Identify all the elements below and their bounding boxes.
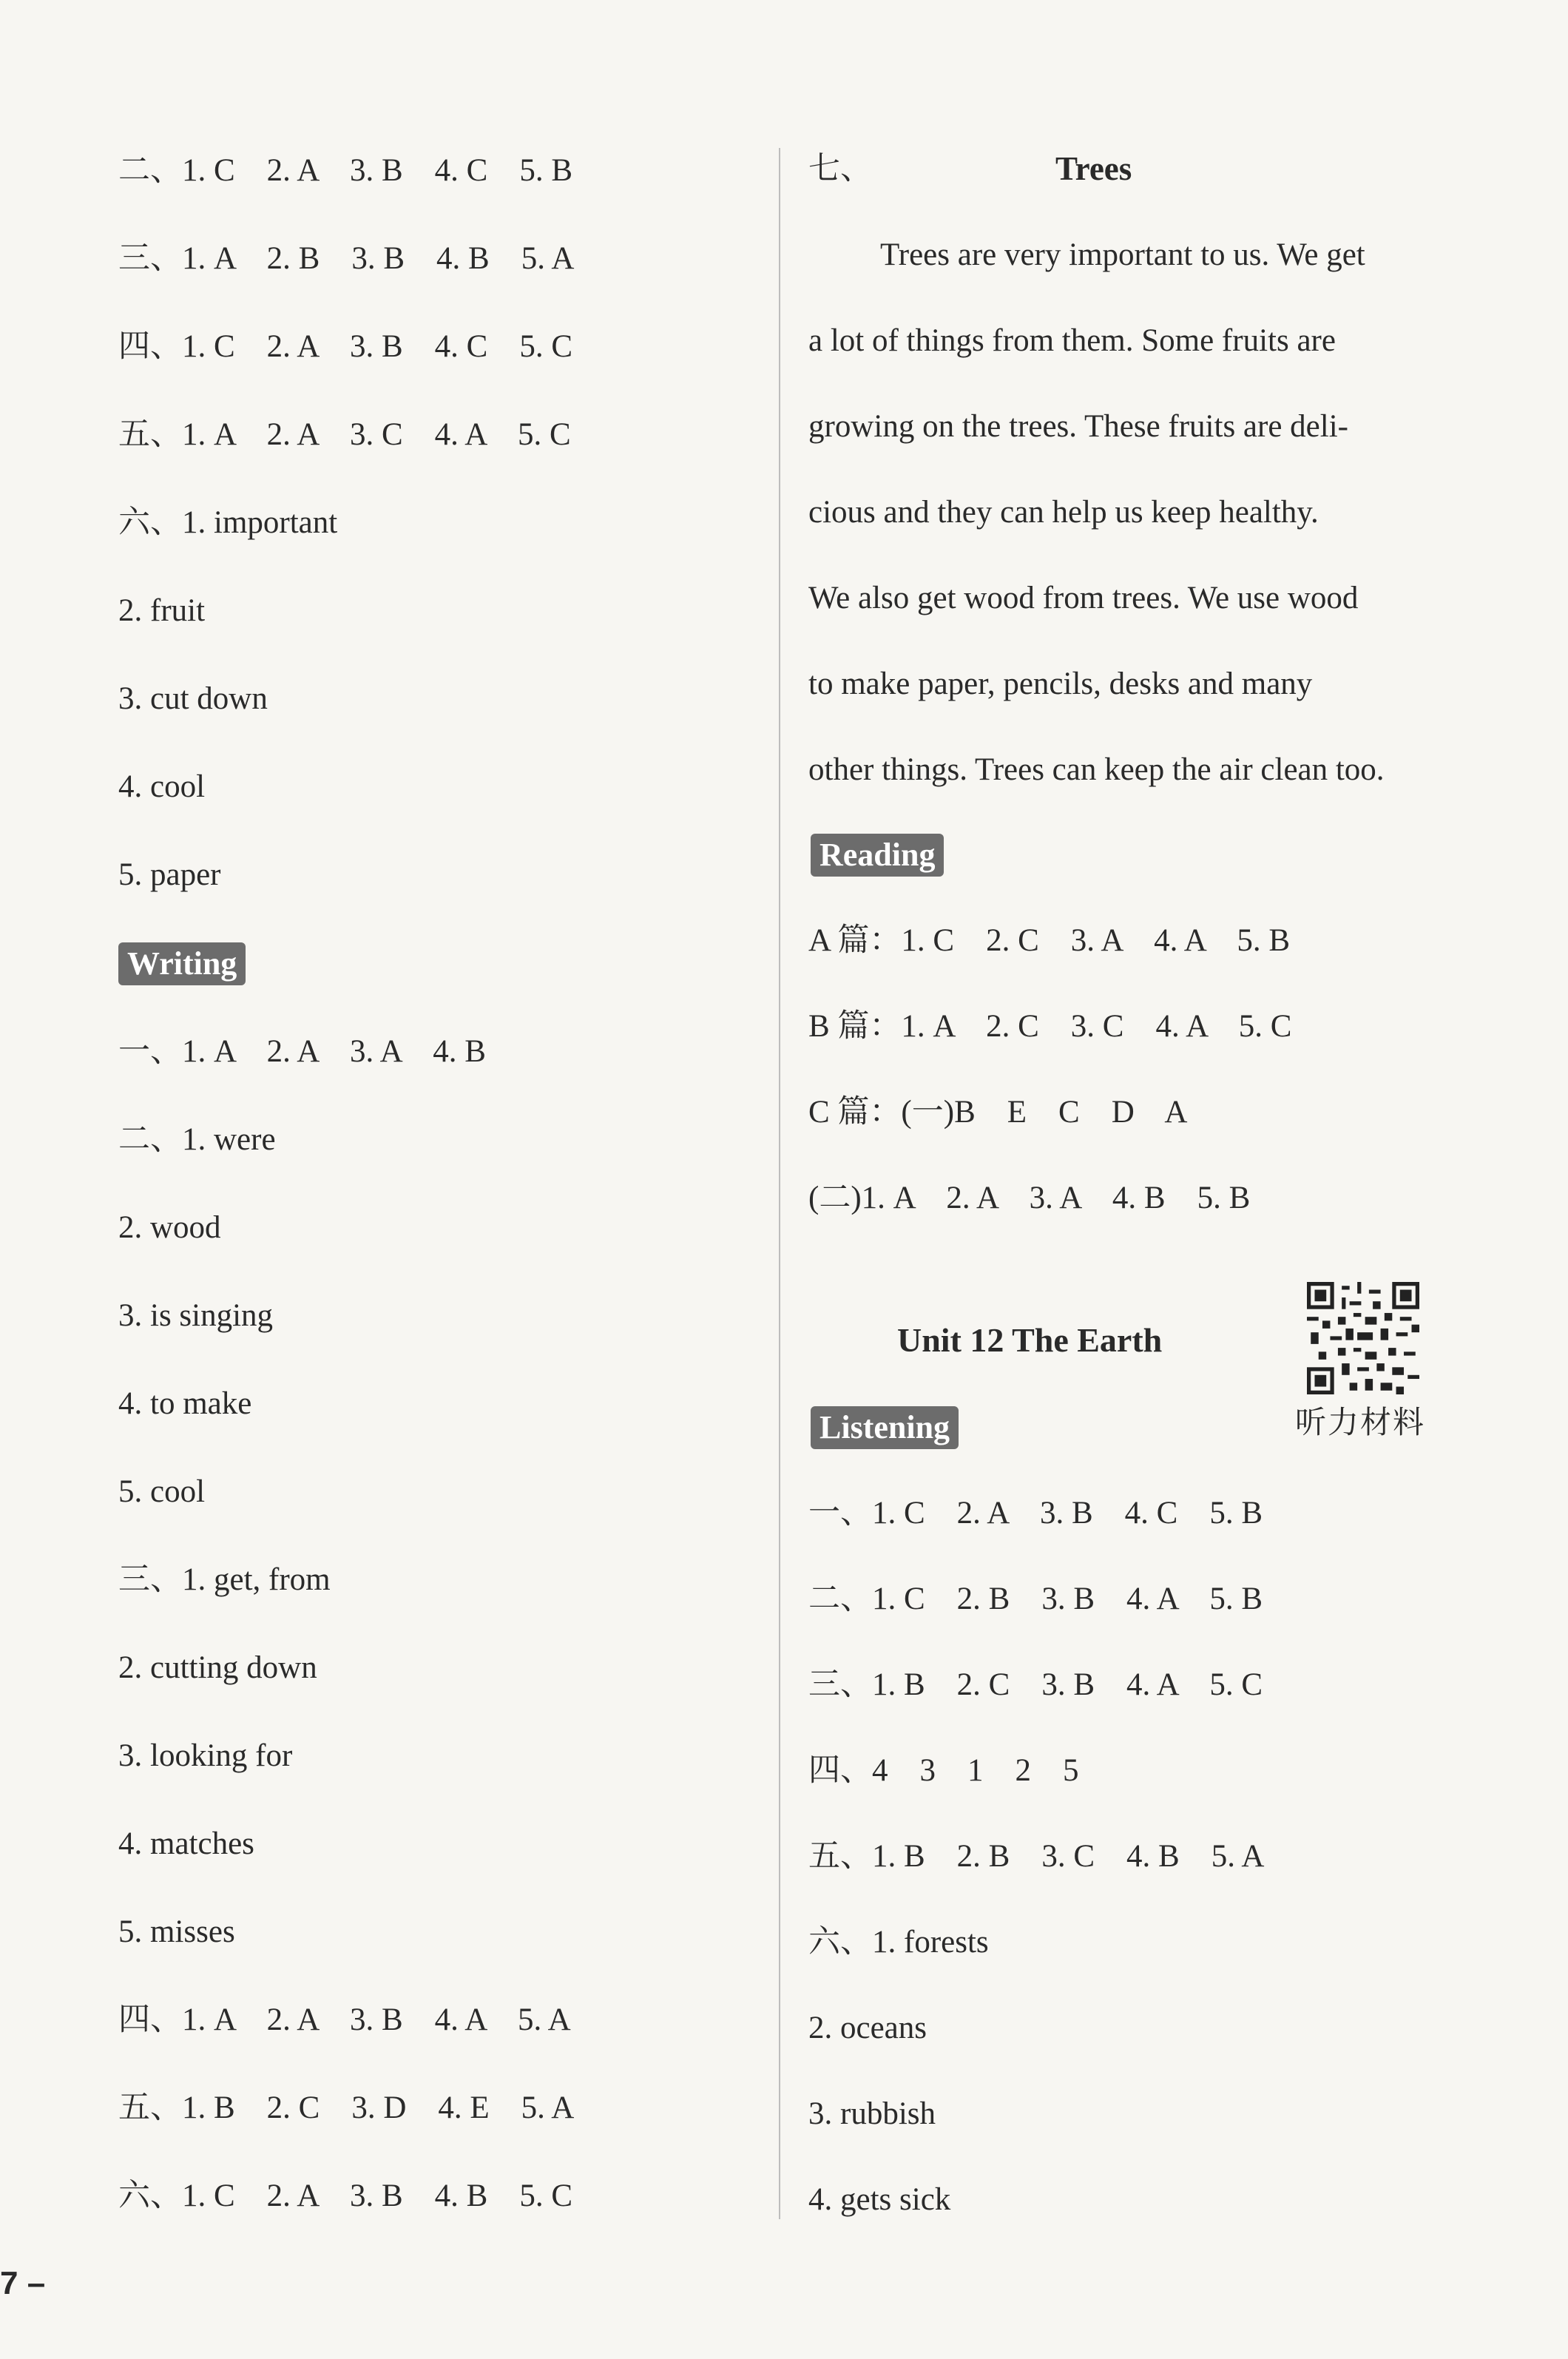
- answer-line: 六、1. C 2. A 3. B 4. B 5. C: [118, 2179, 573, 2213]
- trees-text-line: cious and they can help us keep healthy.: [808, 495, 1319, 530]
- answer-line: 四、4 3 1 2 5: [808, 1753, 1079, 1788]
- answer-line: 2. oceans: [808, 2011, 927, 2045]
- answer-line: 四、1. A 2. A 3. B 4. A 5. A: [118, 2002, 571, 2037]
- trees-text-line: Trees are very important to us. We get: [880, 237, 1365, 272]
- trees-title: Trees: [1055, 150, 1132, 187]
- answer-line: 五、1. B 2. B 3. C 4. B 5. A: [808, 1839, 1265, 1874]
- answer-line: 4. to make: [118, 1386, 252, 1421]
- answer-line: 三、1. A 2. B 3. B 4. B 5. A: [118, 241, 575, 276]
- trees-text-line: a lot of things from them. Some fruits are: [808, 323, 1336, 358]
- qr-caption: 听力材料: [1295, 1404, 1426, 1440]
- answer-line: 2. fruit: [118, 593, 206, 628]
- answer-line: 四、1. C 2. A 3. B 4. C 5. C: [118, 329, 573, 364]
- answer-line: C 篇：(一)B E C D A: [808, 1095, 1188, 1130]
- answer-line: 2. cutting down: [118, 1650, 317, 1685]
- answer-line: 五、1. A 2. A 3. C 4. A 5. C: [118, 417, 571, 452]
- section-seven-marker: 七、: [808, 152, 872, 186]
- trees-text-line: growing on the trees. These fruits are deli-: [808, 409, 1348, 444]
- answer-line: 4. cool: [118, 769, 206, 804]
- answer-line: 三、1. get, from: [118, 1562, 331, 1597]
- answer-line: 5. misses: [118, 1914, 235, 1949]
- answer-line: 2. wood: [118, 1210, 221, 1245]
- answer-line: 5. cool: [118, 1474, 206, 1509]
- answer-line: (二)1. A 2. A 3. A 4. B 5. B: [808, 1181, 1251, 1215]
- trees-text-line: We also get wood from trees. We use wood: [808, 581, 1359, 615]
- answer-line: 3. rubbish: [808, 2096, 936, 2131]
- qr-code-icon[interactable]: [1307, 1282, 1419, 1394]
- listening-section-label: Listening: [811, 1406, 959, 1449]
- column-divider: [779, 148, 780, 2219]
- answer-line: 5. paper: [118, 857, 221, 892]
- answer-line: 六、1. important: [118, 505, 338, 540]
- answer-line: 4. gets sick: [808, 2182, 951, 2217]
- answer-line: 三、1. B 2. C 3. B 4. A 5. C: [808, 1667, 1263, 1702]
- trees-text-line: to make paper, pencils, desks and many: [808, 666, 1313, 701]
- page-number: 7 –: [0, 2265, 46, 2301]
- answer-line: 二、1. C 2. A 3. B 4. C 5. B: [118, 153, 573, 188]
- unit-title: Unit 12 The Earth: [897, 1321, 1163, 1359]
- answer-line: B 篇：1. A 2. C 3. C 4. A 5. C: [808, 1009, 1292, 1044]
- answer-line: 3. is singing: [118, 1298, 274, 1333]
- answer-line: 4. matches: [118, 1826, 254, 1861]
- answer-line: 一、1. C 2. A 3. B 4. C 5. B: [808, 1496, 1263, 1531]
- answer-line: A 篇：1. C 2. C 3. A 4. A 5. B: [808, 923, 1291, 958]
- answer-line: 3. looking for: [118, 1738, 293, 1773]
- answer-line: 一、1. A 2. A 3. A 4. B: [118, 1034, 486, 1069]
- reading-section-label: Reading: [811, 834, 944, 877]
- answer-line: 二、1. were: [118, 1122, 276, 1157]
- trees-text-line: other things. Trees can keep the air clean too.: [808, 752, 1385, 787]
- answer-line: 3. cut down: [118, 681, 268, 716]
- answer-line: 五、1. B 2. C 3. D 4. E 5. A: [118, 2090, 575, 2125]
- answer-line: 二、1. C 2. B 3. B 4. A 5. B: [808, 1582, 1263, 1616]
- answer-line: 六、1. forests: [808, 1925, 989, 1960]
- writing-section-label: Writing: [118, 942, 246, 985]
